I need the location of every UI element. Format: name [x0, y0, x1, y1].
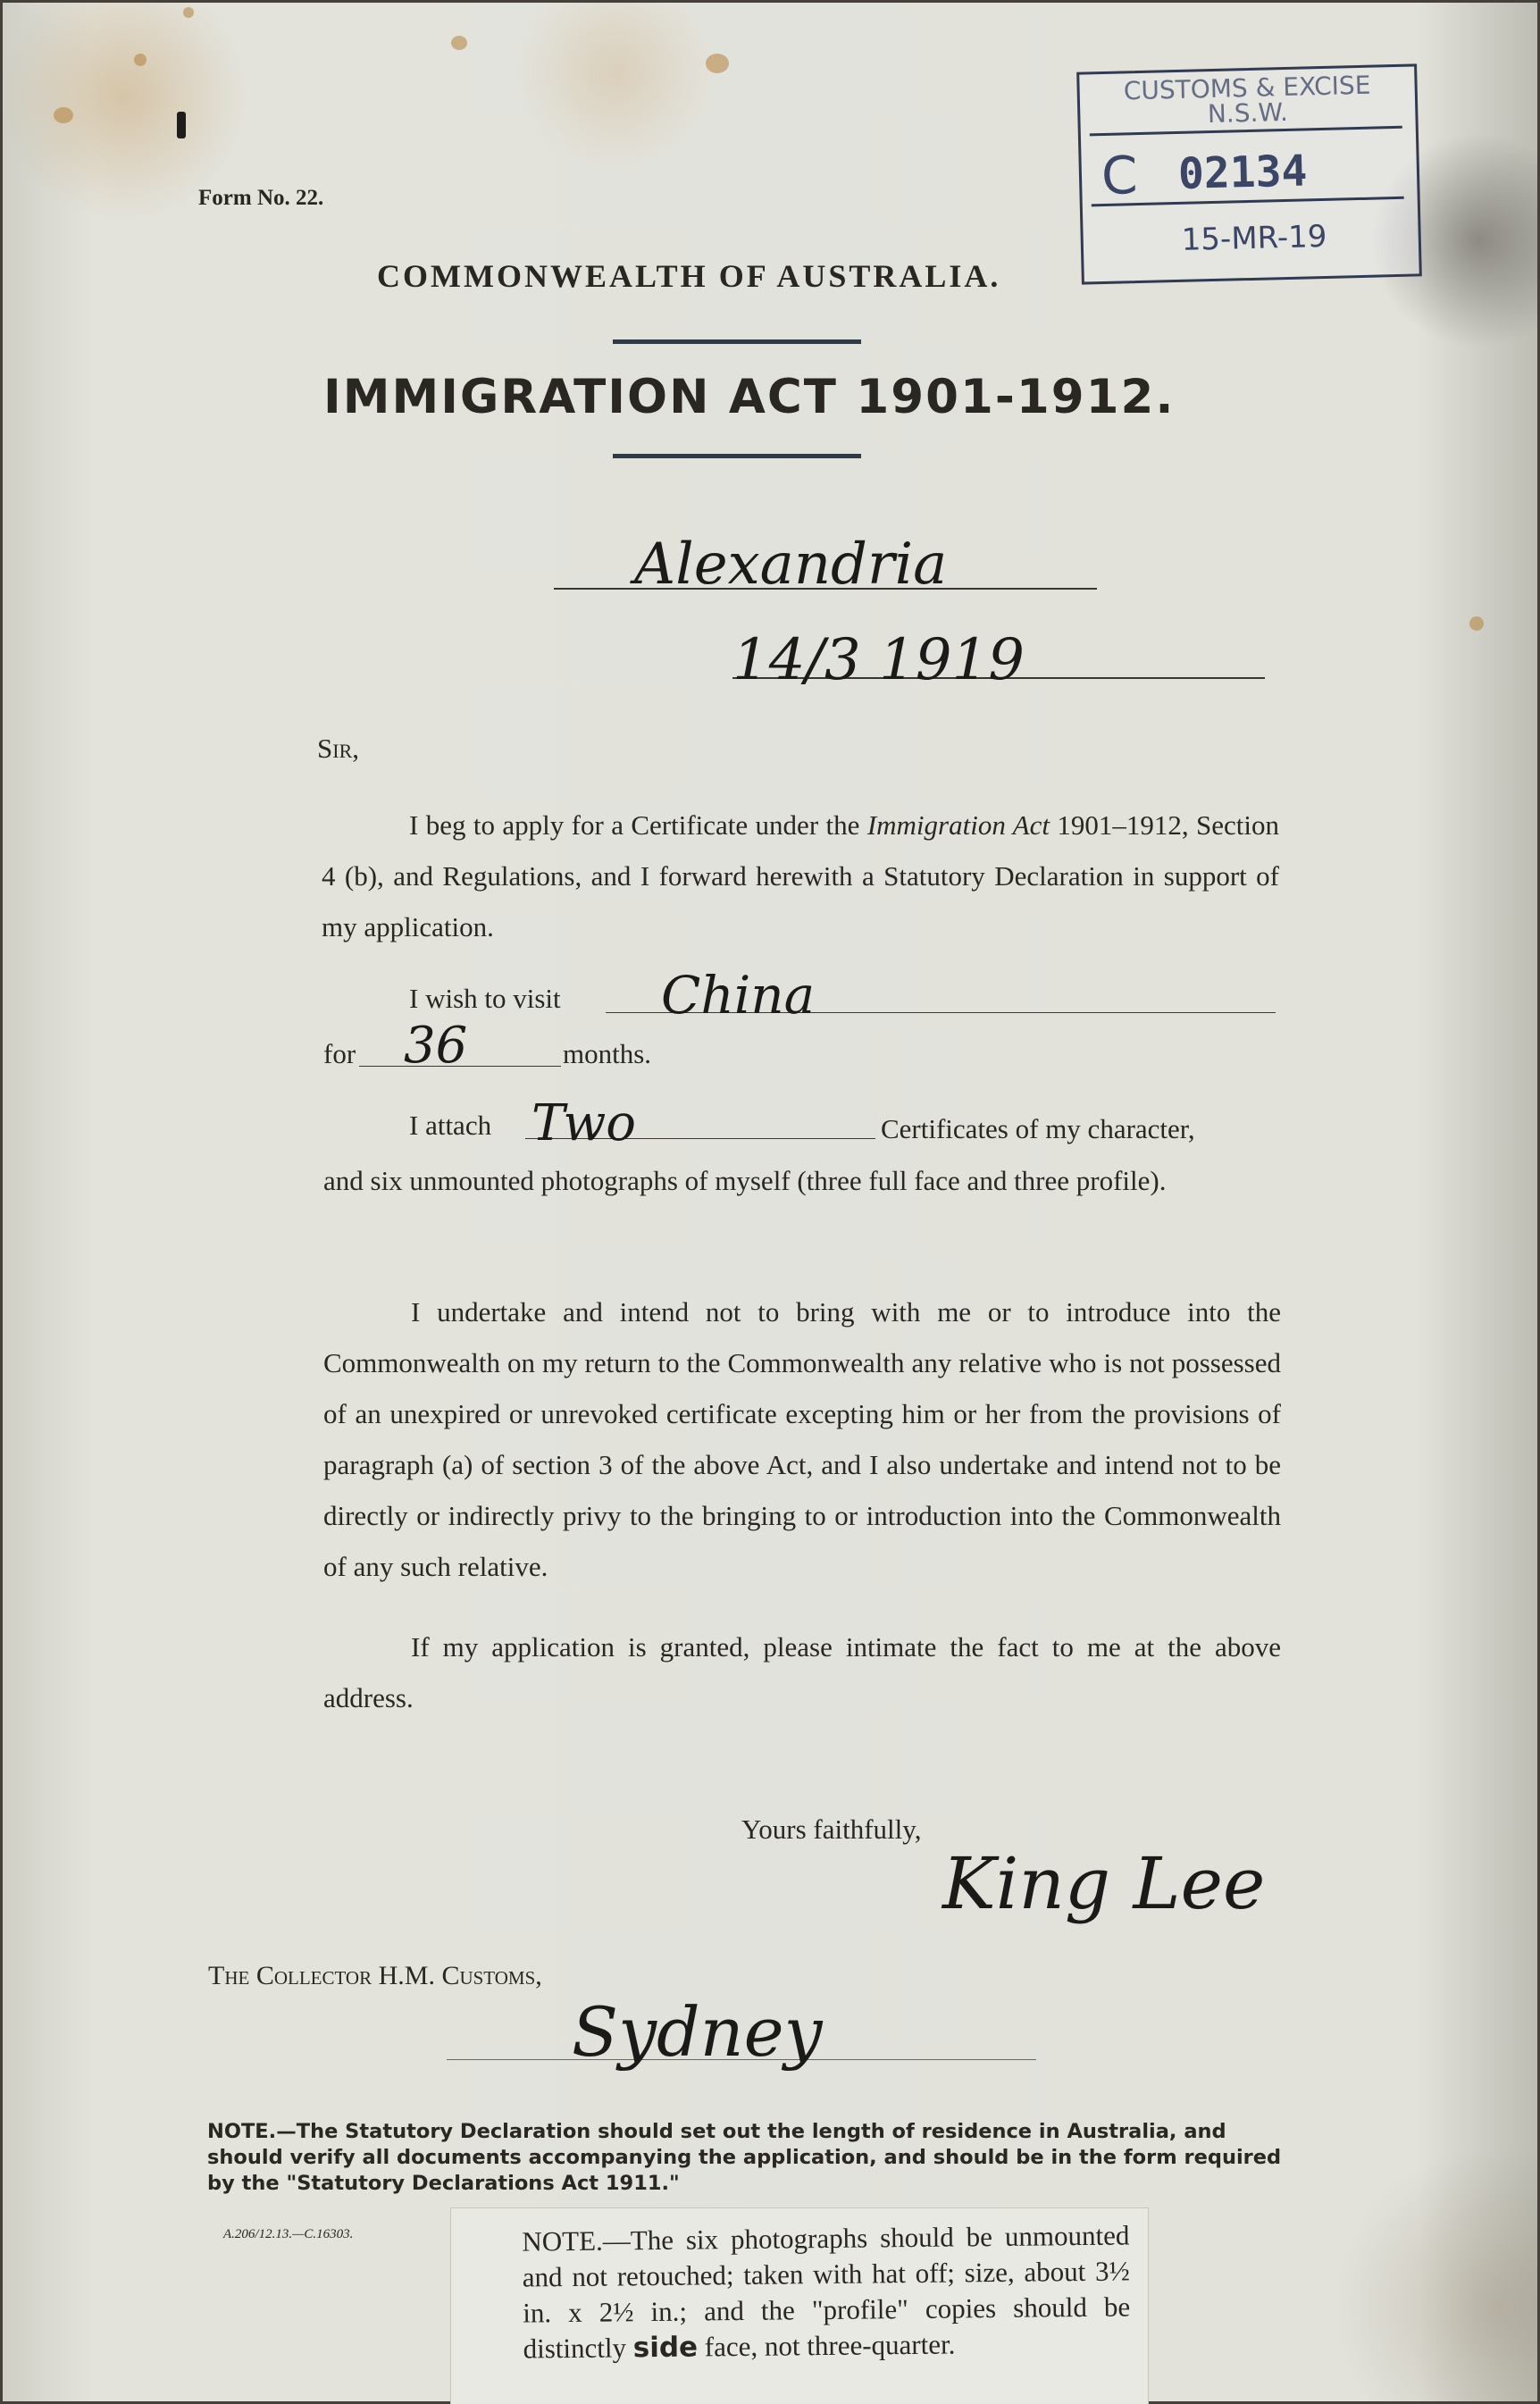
stamp-line2: N.S.W. [1207, 96, 1289, 130]
handwritten-destination: China [661, 965, 816, 1026]
foxing-speck [1469, 616, 1484, 631]
photograph-note [522, 2217, 1131, 2366]
salutation: Sir, [317, 733, 359, 764]
stamp-number: 02134 [1177, 146, 1309, 199]
customs-stamp [1076, 63, 1422, 284]
punch-mark [177, 112, 186, 138]
attach-suffix: Certificates of my character, [881, 1113, 1195, 1144]
closing: Yours faithfully, [741, 1813, 922, 1845]
act-title: IMMIGRATION ACT 1901-1912. [323, 370, 1176, 424]
slip-note-text: NOTE.—The six photographs should be unmounted and not retouched; taken with hat off; size, about 3½ in. x 2½ in.; and the "profile" copies should be distinctly [522, 2219, 1131, 2365]
slip-note-bold: side [632, 2331, 699, 2365]
addressee: The Collector H.M. Customs, [208, 1961, 542, 1990]
handwritten-city: Sydney [572, 1992, 823, 2072]
signature: King Lee [942, 1842, 1266, 1925]
handwritten-certificates: Two [531, 1094, 637, 1152]
form-number: Form No. 22. [198, 186, 324, 210]
stamp-header [1079, 71, 1415, 130]
act-name-italic: Immigration Act [866, 809, 1050, 841]
handwritten-place: Alexandria [634, 532, 948, 598]
paragraph-photographs: and six unmounted photographs of myself (three full face and three profile). [323, 1165, 1167, 1196]
paragraph-intimate: If my application is granted, please intimate the fact to me at the above address. [323, 1631, 1281, 1713]
months-suffix: months. [563, 1038, 652, 1069]
paragraph-undertaking: I undertake and intend not to bring with me or to introduce into the Commonwealth on my return to the Commonwealth any relative who is not possessed of an unexpired or unrevoked certificate excepting him or her from the provisions of paragraph (a) of section 3 of the above Act, and I also undertake and intend not to be directly or indirectly privy to the bringing to or introduction into the Commonwealth of any such relative. [323, 1296, 1281, 1582]
paragraph1-end: 1901–1912, Section 4 (b), and Regulations, and I forward herewith a Statutory Declaration in support of my application. [322, 809, 1279, 942]
months-label: for [323, 1038, 356, 1069]
stamp-date: 15-MR-19 [1181, 218, 1327, 258]
foxing-speck [134, 54, 146, 66]
handwritten-date: 14/3 1919 [732, 627, 1025, 693]
visit-label: I wish to visit [409, 983, 561, 1014]
slip-note-end: face, not three-quarter. [697, 2328, 956, 2363]
heading: COMMONWEALTH OF AUSTRALIA. [377, 258, 1001, 294]
foxing-speck [451, 36, 467, 50]
paragraph-application [322, 800, 1279, 952]
statutory-note: NOTE.—The Statutory Declaration should set out the length of residence in Australia, and should verify all documents accompanying the application, and should be in the form required by the "Statutory Declarations Act 1911." [207, 2120, 1282, 2195]
stamp-line1: CUSTOMS & EXCISE [1123, 70, 1371, 106]
bottom-rule [613, 454, 861, 458]
handwritten-months: 36 [404, 1017, 468, 1075]
paragraph1-start: I beg to apply for a Certificate under the [409, 809, 867, 841]
pasted-note-slip [451, 2208, 1148, 2404]
foxing-speck [183, 7, 194, 18]
top-rule [613, 339, 861, 344]
attach-label: I attach [409, 1110, 492, 1141]
printer-reference: A.206/12.13.—C.16303. [223, 2227, 354, 2241]
foxing-speck [706, 54, 729, 73]
stamp-letter: C [1101, 145, 1139, 207]
foxing-speck [54, 107, 73, 123]
